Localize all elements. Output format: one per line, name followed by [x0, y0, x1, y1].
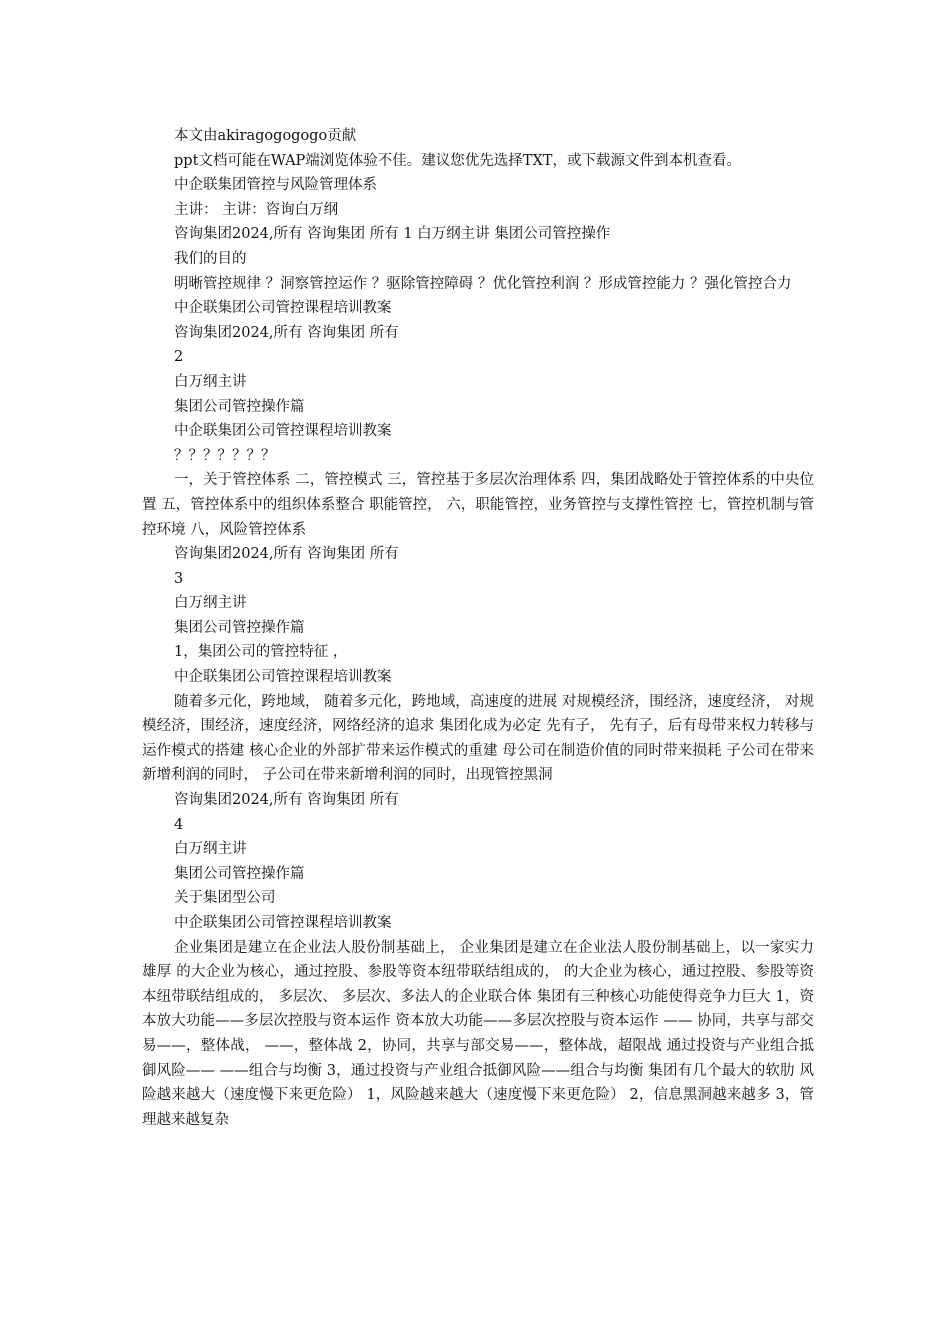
- section-title: 集团公司管控操作篇: [174, 865, 305, 882]
- slide-footer: 咨询集团2024,所有 咨询集团 所有 1 白万纲主讲 集团公司管控操作: [174, 226, 611, 243]
- presenter-line: 主讲： 主讲：咨询白万纲: [174, 201, 339, 218]
- presenter-name: 白万纲主讲: [174, 373, 247, 390]
- slide-number: 2: [174, 349, 184, 366]
- slide-number: 3: [174, 570, 184, 587]
- body-paragraph: 企业集团是建立在企业法人股份制基础上， 企业集团是建立在企业法人股份制基础上，以一家实力雄厚 的大企业为核心，通过控股、参股等资本纽带联结组成的， 的大企业为核心，通过控股、参股等资本纽带联结组成的， 多层次、 多层次、多法人的企业联合体 集团有三种核心功能使得竞争力巨大 1，资本放大功能——多层次控股与资本运作 资本放大功能——多层次控股与资本运作 —— 协同，共享与部交易——，整体战， ——，整体战 2，协同，共享与部交易——，整体战，超限战 通过投资与产业组合抵御风险—— ——组合与均衡 3，通过投资与产业组合抵御风险——组合与均衡 集团有几个最大的软肋 风险越来越大（速度慢下来更危险） 1，风险越来越大（速度慢下来更危险） 2，信息黑洞越来越多 3，管理越来越复杂: [142, 939, 814, 1128]
- section-title: 集团公司管控操作篇: [174, 619, 305, 636]
- outline-paragraph: 一，关于管控体系 二，管控模式 三，管控基于多层次治理体系 四，集团战略处于管控体系的中央位置 五，管控体系中的组织体系整合 职能管控， 六，职能管控，业务管控与支撑性管控 七，管控机制与管控环境 八，风险管控体系: [142, 472, 814, 538]
- course-title: 中企联集团公司管控课程培训教案: [174, 669, 392, 686]
- course-title: 中企联集团公司管控课程培训教案: [174, 300, 392, 317]
- copyright-line: 咨询集团2024,所有 咨询集团 所有: [174, 546, 399, 563]
- section-heading: 我们的目的: [174, 250, 247, 267]
- section-title: 集团公司管控操作篇: [174, 398, 305, 415]
- presenter-name: 白万纲主讲: [174, 841, 247, 858]
- copyright-line: 咨询集团2024,所有 咨询集团 所有: [174, 324, 399, 341]
- document-body: [142, 124, 814, 1132]
- format-notice: ppt文档可能在WAP端浏览体验不佳。建议您优先选择TXT，或下载源文件到本机查看。: [174, 152, 741, 169]
- objectives-paragraph: 明晰管控规律 ？洞察管控运作 ？驱除管控障碍 ？优化管控利润 ？形成管控能力 ？强化管控合力: [174, 275, 792, 292]
- subsection-heading: 关于集团型公司: [174, 890, 276, 907]
- copyright-line: 咨询集团2024,所有 咨询集团 所有: [174, 792, 399, 809]
- subsection-heading: 1，集团公司的管控特征 ，: [174, 644, 348, 661]
- slide-number: 4: [174, 816, 184, 833]
- course-title: 中企联集团公司管控课程培训教案: [174, 423, 392, 440]
- document-title: 中企联集团管控与风险管理体系: [174, 177, 377, 194]
- placeholder-marks: ？？？？？？？: [174, 447, 276, 464]
- contributor-line: 本文由akiragogogogo贡献: [174, 128, 357, 144]
- presenter-name: 白万纲主讲: [174, 595, 247, 612]
- body-paragraph: 随着多元化，跨地域， 随着多元化，跨地域，高速度的进展 对规模经济，围经济，速度经济， 对规模经济，围经济，速度经济，网络经济的追求 集团化成为必定 先有子， 先有子，后有母带来权力转移与运作模式的搭建 核心企业的外部扩带来运作模式的重建 母公司在制造价值的同时带来损耗 子公司在带来新增利润的同时， 子公司在带来新增利润的同时，出现管控黑洞: [142, 693, 814, 784]
- course-title: 中企联集团公司管控课程培训教案: [174, 915, 392, 931]
